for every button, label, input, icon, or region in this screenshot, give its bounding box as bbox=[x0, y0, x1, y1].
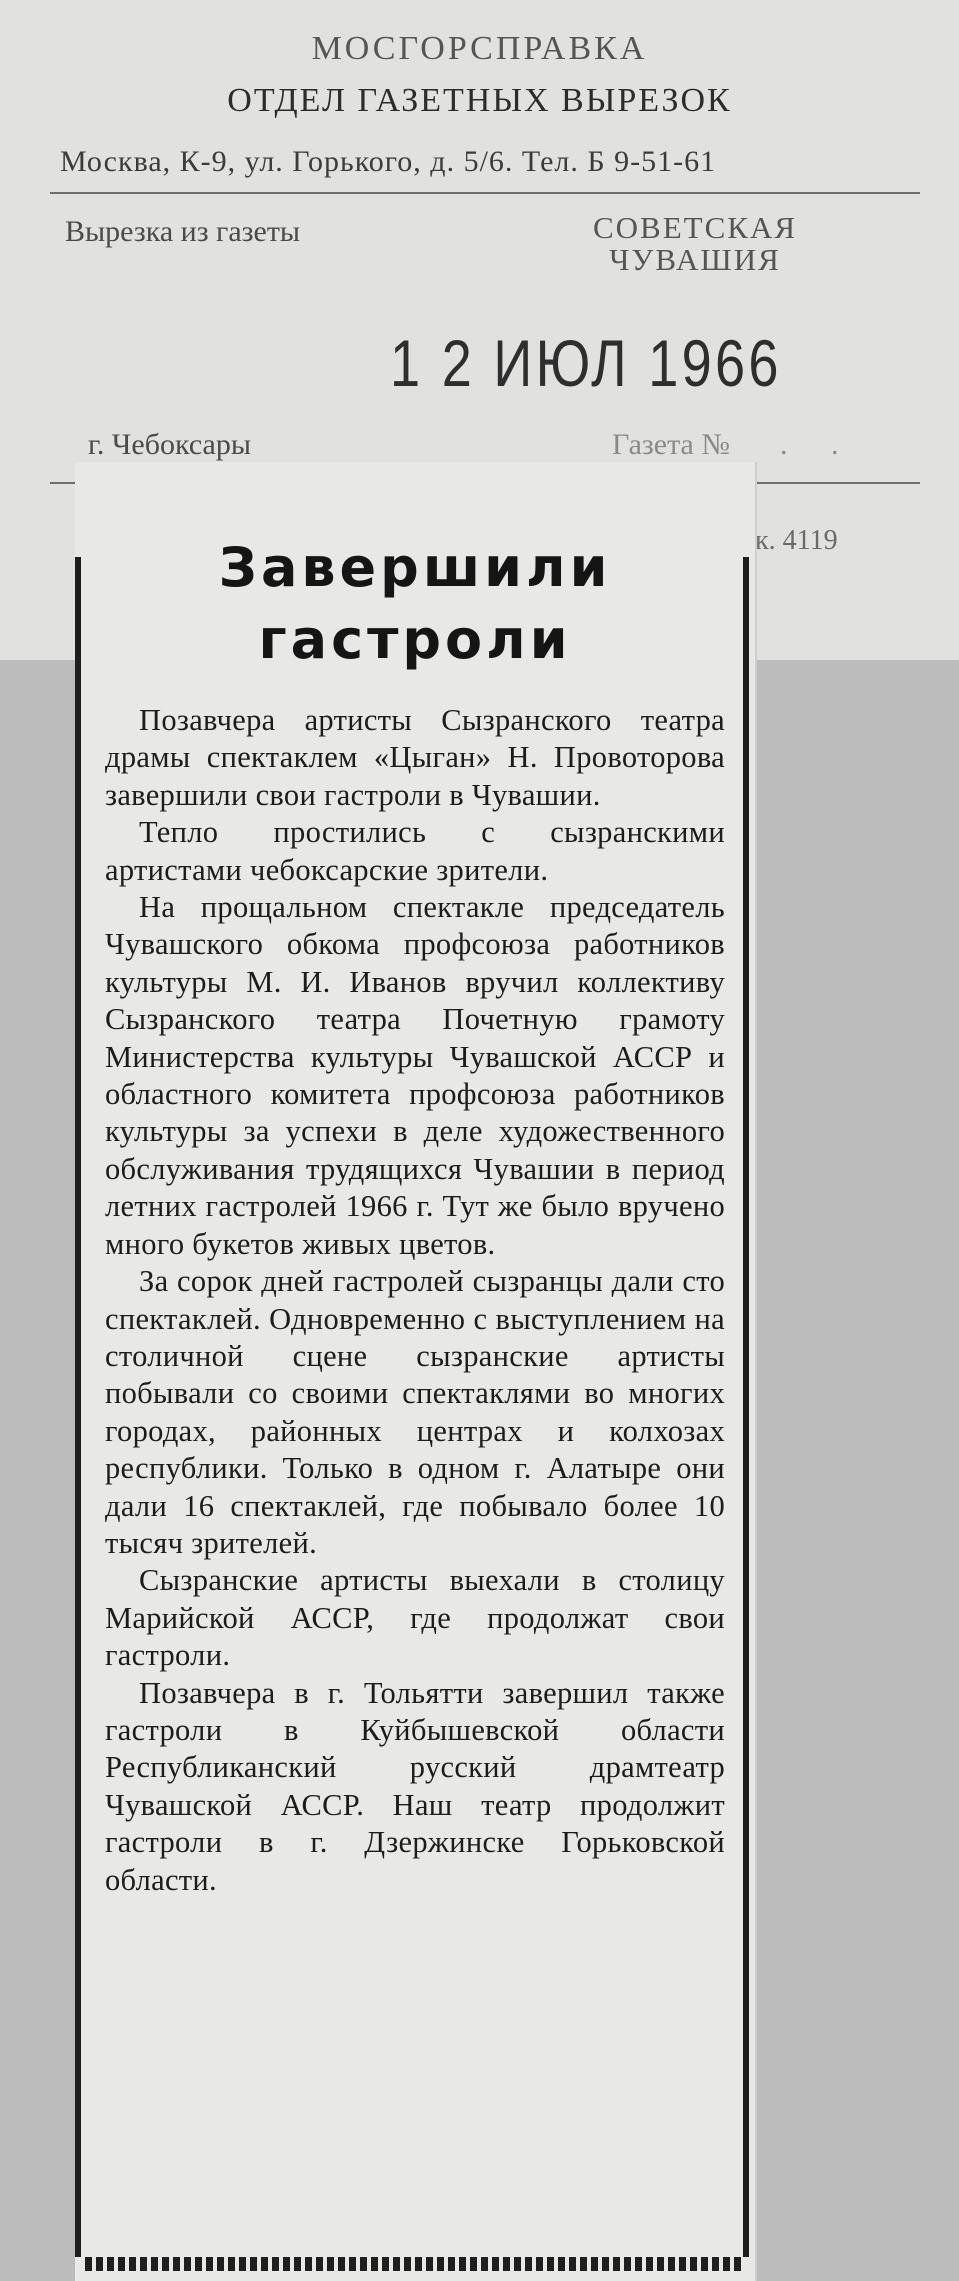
article-paragraph: Позавчера в г. Тольятти завершил также гастроли в Куйбышевской области Республиканский русский драмтеатр Чувашской АССР. Наш театр продолжит гастроли в г. Дзержинске Горьковской области. bbox=[105, 1675, 725, 1897]
city-field: г. Чебоксары bbox=[88, 428, 251, 461]
newspaper-name-line1: СОВЕТСКАЯ bbox=[592, 210, 798, 245]
newspaper-name bbox=[575, 212, 815, 276]
newspaper-number-label: Газета № bbox=[612, 428, 730, 461]
article-paragraph: Сызранские артисты выехали в столицу Марийской АССР, где продолжат свои гастроли. bbox=[105, 1563, 725, 1673]
clip-source-label: Вырезка из газеты bbox=[65, 215, 301, 248]
article-paragraph: Тепло простились с сызранскими артистами чебоксарские зрители. bbox=[105, 815, 725, 887]
headline-line1: Завершили bbox=[218, 536, 612, 599]
agency-name: МОСГОРСПРАВКА bbox=[311, 30, 648, 67]
newspaper-name-line2: ЧУВАШИЯ bbox=[609, 242, 781, 277]
headline-line2: гастроли bbox=[258, 608, 572, 671]
newspaper-number-value: . . bbox=[780, 428, 857, 461]
article-paragraph: На прощальном спектакле председатель Чувашского обкома профсоюза работников культуры М. И. Иванов вручил коллективу Сызранского театра Почетную грамоту Министерства культуры Чувашской АССР и областного комитета профсоюза работников культуры за успехи в деле художественного обслуживания трудящихся Чувашии в период летних гастролей 1966 г. Тут же было вручено много букетов живых цветов. bbox=[105, 890, 725, 1261]
order-number: к. 4119 bbox=[755, 525, 838, 556]
newspaper-clipping bbox=[75, 462, 755, 2281]
department-name: ОТДЕЛ ГАЗЕТНЫХ ВЫРЕЗОК bbox=[227, 82, 732, 119]
article-body bbox=[105, 702, 725, 1899]
article-paragraph: За сорок дней гастролей сызранцы дали сто спектаклей. Одновременно с выступлением на столичной сцене сызранские артисты побывали со своими спектаклями во многих городах, районных центрах и колхозах республики. Только в одном г. Алатыре они дали 16 спектаклей, где побывало более 10 тысяч зрителей. bbox=[105, 1264, 725, 1560]
decorative-bottom-border bbox=[85, 2257, 745, 2271]
agency-address: Москва, К-9, ул. Горького, д. 5/6. Тел. Б 9-51-61 bbox=[60, 145, 717, 178]
column-rule-right bbox=[743, 557, 749, 2257]
article-headline bbox=[95, 532, 735, 676]
date-stamp: 1 2 ИЮЛ 1966 bbox=[390, 326, 782, 400]
column-rule-left bbox=[75, 557, 81, 2257]
article-paragraph: Позавчера артисты Сызранского театра драмы спектаклем «Цыган» Н. Провоторова завершили свои гастроли в Чувашии. bbox=[105, 703, 725, 812]
form-divider bbox=[50, 192, 920, 194]
